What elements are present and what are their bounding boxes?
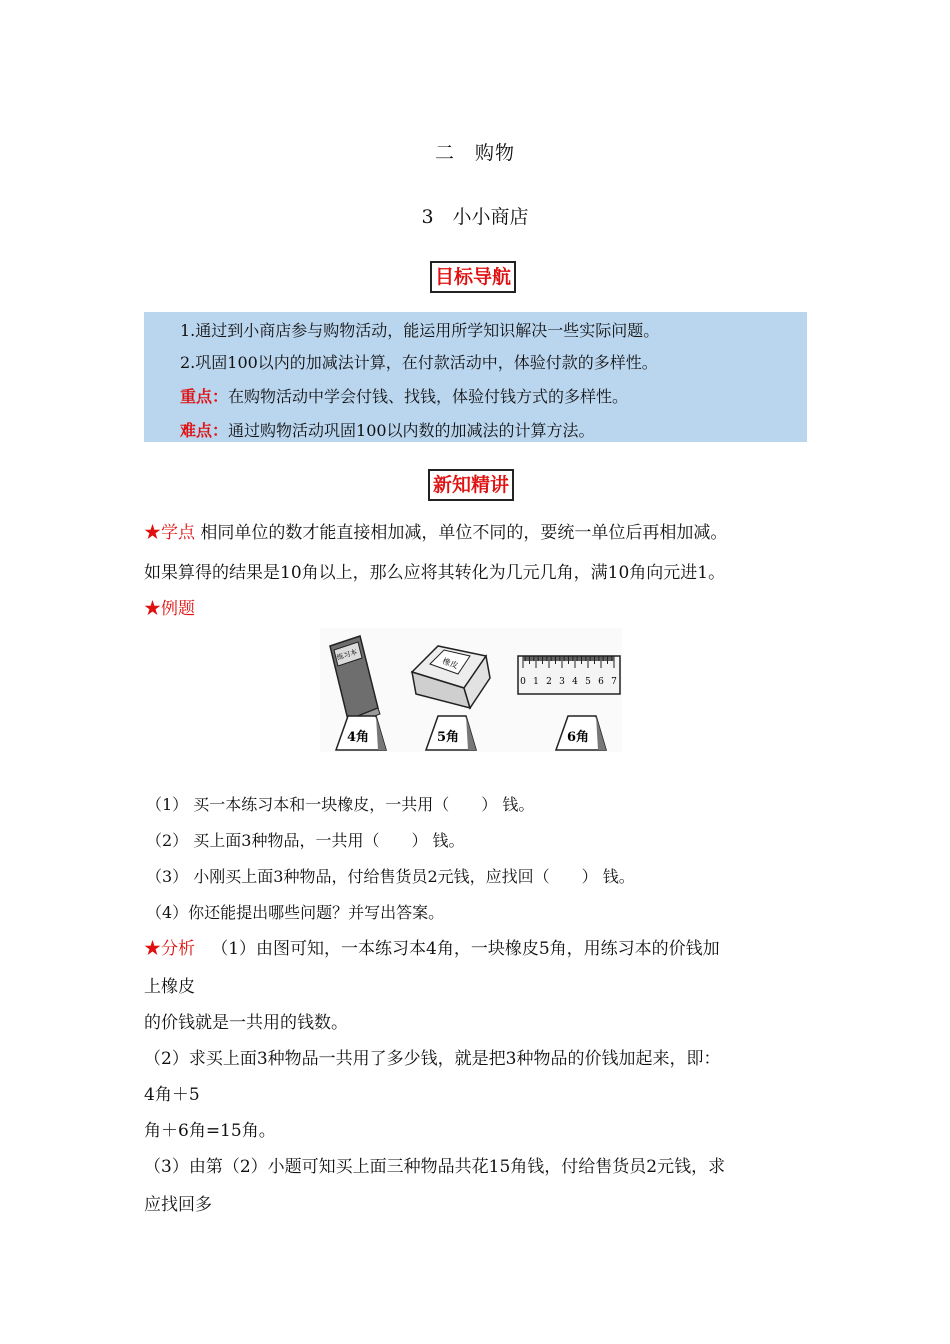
goal-1: 1.通过到小商店参与购物活动，能运用所学知识解决一些实际问题。 [180, 321, 660, 340]
analysis-line-7: （3）由第（2）小题可知买上面三种物品共花15角钱，付给售货员2元钱，求 [144, 1157, 726, 1177]
price-book: 4角 [346, 730, 370, 745]
ruler-number: 0 [520, 677, 526, 687]
lesson-title: 3 小小商店 [421, 206, 529, 228]
price-ruler: 6角 [566, 730, 590, 745]
difficulty-text: 通过购物活动巩固100以内数的加减法的计算方法。 [228, 421, 595, 440]
question-4: （4）你还能提出哪些问题？并写出答案。 [146, 903, 445, 922]
ruler-number: 7 [611, 677, 617, 687]
analysis-line-4: （2）求买上面3种物品一共用了多少钱，就是把3种物品的价钱加起来，即： [144, 1049, 721, 1069]
goal-2: 2.巩固100以内的加减法计算，在付款活动中，体验付款的多样性。 [180, 353, 658, 372]
study-point-text-1: 相同单位的数才能直接相加减，单位不同的，要统一单位后再相加减。 [200, 523, 728, 543]
analysis-line-1 [144, 934, 720, 959]
price-eraser: 5角 [436, 730, 460, 745]
example-label: ★例题 [144, 599, 195, 619]
ruler-number: 1 [533, 677, 539, 687]
question-1: （1） 买一本练习本和一块橡皮，一共用（ ） 钱。 [146, 795, 535, 814]
ruler-number: 3 [559, 677, 565, 687]
question-2: （2） 买上面3种物品，一共用（ ） 钱。 [146, 831, 465, 850]
study-point-line-2: 如果算得的结果是10角以上，那么应将其转化为几元几角，满10角向元进1。 [144, 563, 726, 583]
key-point-label: 重点： [180, 387, 229, 406]
unit-title: 二 购物 [434, 142, 515, 164]
book-cover-label: 练习本 [335, 647, 359, 663]
analysis-line-2: 上橡皮 [144, 977, 195, 997]
goals-box [144, 312, 807, 442]
study-point-line-1 [144, 518, 727, 543]
key-point-text: 在购物活动中学会付钱、找钱，体验付钱方式的多样性。 [228, 387, 629, 406]
analysis-line-8: 应找回多 [144, 1195, 212, 1215]
section-new-heading: 新知精讲 [428, 469, 514, 501]
product-figure [320, 628, 622, 752]
eraser-label: 橡皮 [441, 656, 460, 671]
analysis-line-6: 角＋6角=15角。 [144, 1121, 276, 1141]
ruler-number: 5 [585, 677, 591, 687]
analysis-label: ★分析 [144, 939, 195, 959]
analysis-line-5: 4角＋5 [144, 1085, 200, 1105]
ruler-number: 2 [546, 677, 552, 687]
difficulty [180, 418, 595, 441]
study-point-label: ★学点 [144, 523, 195, 543]
key-point [180, 384, 628, 407]
ruler-number: 4 [572, 677, 578, 687]
question-3: （3） 小刚买上面3种物品，付给售货员2元钱，应找回（ ） 钱。 [146, 867, 635, 886]
ruler-number: 6 [598, 677, 604, 687]
section-goals-heading: 目标导航 [430, 261, 516, 293]
difficulty-label: 难点： [180, 421, 229, 440]
ruler-icon [518, 656, 620, 694]
analysis-line-3: 的价钱就是一共用的钱数。 [144, 1013, 348, 1033]
analysis-text-1: （1）由图可知，一本练习本4角，一块橡皮5角，用练习本的价钱加 [211, 939, 720, 959]
product-illustration [320, 628, 622, 752]
